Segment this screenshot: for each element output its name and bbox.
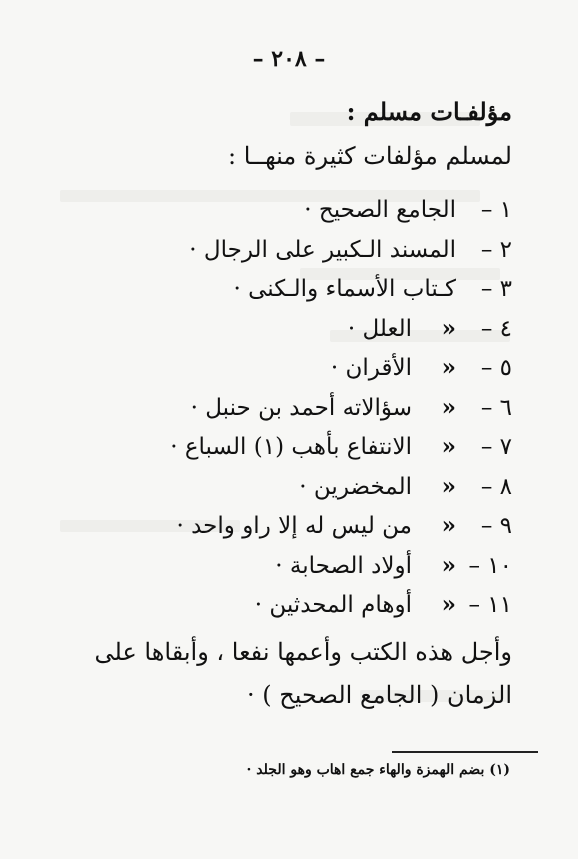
item-title: العلل · [347, 315, 412, 342]
item-number: ٣ – [480, 276, 512, 302]
item-title: أولاد الصحابة · [275, 552, 412, 579]
ditto-mark: « [441, 393, 456, 421]
item-number: ٥ – [480, 355, 512, 381]
item-number: ٩ – [480, 513, 512, 539]
main-text [56, 92, 512, 717]
ditto-mark: « [441, 512, 456, 539]
list-item [56, 230, 512, 270]
item-title: أوهام المحدثين · [254, 592, 412, 618]
section-heading: مؤلفـات مسلم : [346, 97, 512, 126]
list-item [56, 190, 512, 230]
ditto-mark: « [441, 354, 456, 381]
ditto-mark: « [441, 551, 456, 579]
page-number: – ٢٠٨ – [252, 46, 326, 72]
list-item [56, 269, 512, 309]
item-title: سؤالاته أحمد بن حنبل · [190, 394, 412, 421]
item-number: ١ – [480, 197, 512, 223]
item-number: ٤ – [480, 315, 512, 342]
works-list [56, 190, 512, 625]
item-title: المخضرين · [299, 473, 412, 500]
list-item [56, 348, 512, 388]
list-item [56, 467, 512, 507]
item-title: كـتاب الأسماء والـكنى · [233, 276, 456, 302]
item-number: ١١ – [468, 592, 512, 618]
list-item [56, 585, 512, 625]
item-title: الانتفاع بأهب (١) السباع · [170, 434, 412, 460]
item-number: ٢ – [480, 236, 512, 263]
footnote: (١) بضم الهمزة والهاء جمع اهاب وهو الجلد · [246, 762, 510, 778]
list-item [56, 388, 512, 428]
list-item [56, 546, 512, 586]
list-item [56, 506, 512, 546]
item-title: من ليس له إلا راو واحد · [176, 513, 412, 539]
list-item [56, 309, 512, 349]
closing-paragraph: وأجل هذه الكتب وأعمها نفعا ، وأبقاها على الزمان ( الجامع الصحيح ) · [94, 637, 512, 709]
ditto-mark: « [441, 591, 456, 618]
item-title: المسند الـكبير على الرجال · [189, 236, 456, 263]
footnote-divider [392, 751, 538, 753]
ditto-mark: « [441, 314, 456, 342]
list-item [56, 427, 512, 467]
item-number: ٨ – [480, 473, 512, 500]
item-title: الأقران · [330, 355, 412, 381]
ditto-mark: « [441, 433, 456, 460]
intro-line: لمسلم مؤلفات كثيرة منهــا : [228, 142, 512, 170]
ditto-mark: « [441, 472, 456, 500]
item-title: الجامع الصحيح · [304, 197, 456, 223]
item-number: ٧ – [480, 434, 512, 460]
item-number: ٦ – [480, 394, 512, 421]
item-number: ١٠ – [468, 552, 512, 579]
